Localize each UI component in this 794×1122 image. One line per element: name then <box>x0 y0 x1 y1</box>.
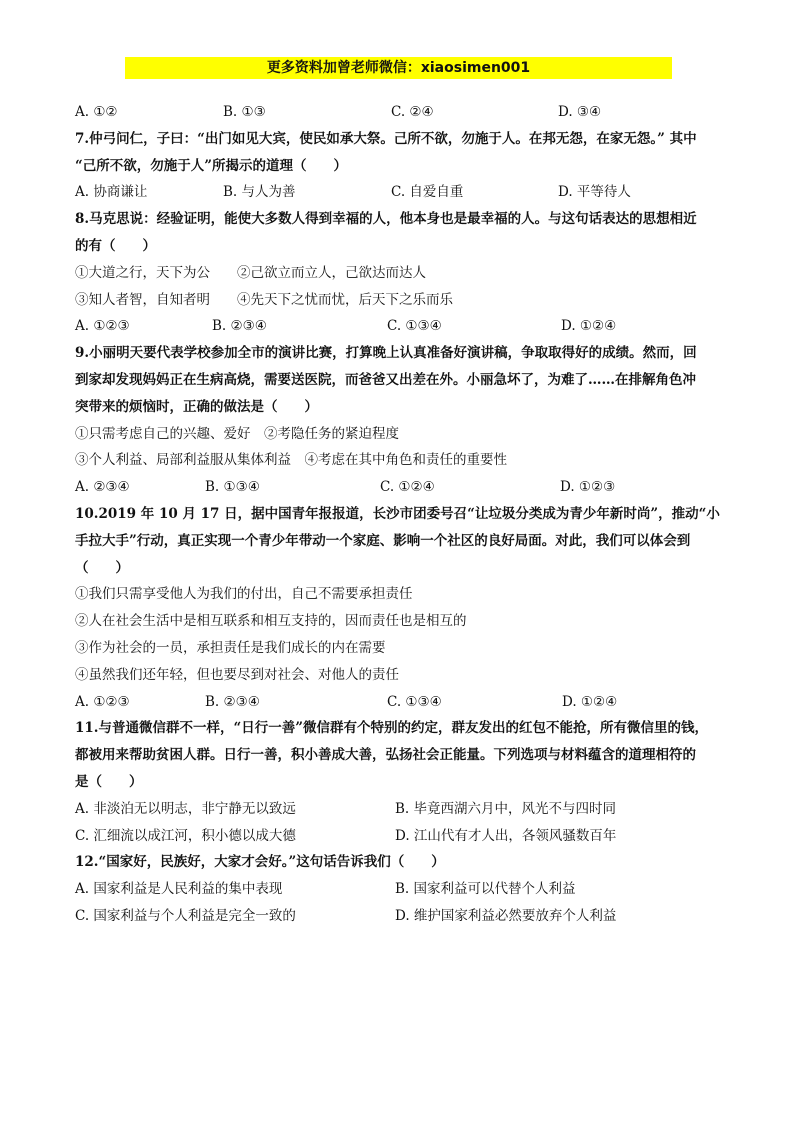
q8-item-row2: ③知人者智，自知者明 ④先天下之忧而忧，后天下之乐而乐 <box>75 291 453 308</box>
q8-option-b: B. ②③④ <box>212 318 267 335</box>
q9-option-a: A. ②③④ <box>75 479 130 496</box>
q6-options <box>75 99 725 126</box>
q8-stem-line2: 的有（ ） <box>75 237 156 254</box>
q10-item-1: ①我们只需享受他人为我们的付出，自己不需要承担责任 <box>75 586 413 603</box>
q10-option-d: D. ①②④ <box>562 693 618 710</box>
q8-option-c: C. ①③④ <box>387 318 442 335</box>
q11-stem-line2: 都被用来帮助贫困人群。日行一善，积小善成大善，弘扬社会正能量。下列选项与材料蕴含的道理相符的 <box>75 747 696 764</box>
q8-options <box>75 313 725 340</box>
q10-options <box>75 689 725 716</box>
question-list <box>75 99 725 930</box>
q12-option-a: A. 国家利益是人民利益的集中表现 <box>75 881 283 898</box>
q11-option-b: B. 毕竟西湖六月中，风光不与四时同 <box>395 800 617 817</box>
q11-stem-line3: 是（ ） <box>75 773 143 790</box>
q10-stem-line2: 手拉大手”行动，真正实现一个青少年带动一个家庭、影响一个社区的良好局面。对此，我们可以体会到 <box>75 532 691 549</box>
q7-options <box>75 179 725 206</box>
q8-option-a: A. ①②③ <box>75 318 130 335</box>
q11-option-d: D. 江山代有才人出，各领风骚数百年 <box>395 827 617 844</box>
q12-options-row2 <box>75 903 725 930</box>
q9-option-b: B. ①③④ <box>205 479 260 496</box>
q10-item-2: ②人在社会生活中是相互联系和相互支持的，因而责任也是相互的 <box>75 613 467 630</box>
q10-stem-line1: 10.2019 年 10 月 17 日，据中国青年报报道，长沙市团委号召“让垃圾分类成为青少年新时尚”，推动“小 <box>75 505 720 522</box>
q7-stem-line2: “己所不欲，勿施于人”所揭示的道理（ ） <box>75 157 348 174</box>
q12-options-row1 <box>75 876 725 903</box>
q6-option-c: C. ②④ <box>391 104 434 120</box>
q8-item-row1: ①大道之行，天下为公 ②己欲立而立人，己欲达而达人 <box>75 264 426 281</box>
q7-stem-line1: 7.仲弓问仁，子曰：“出门如见大宾，使民如承大祭。己所不欲，勿施于人。在邦无怨，在家无怨。” 其中 <box>75 130 697 147</box>
q10-item-3: ③作为社会的一员，承担责任是我们成长的内在需要 <box>75 639 386 656</box>
q7-option-c: C. 自爱自重 <box>391 184 464 201</box>
q9-option-d: D. ①②③ <box>560 479 616 496</box>
q6-option-d: D. ③④ <box>558 104 602 120</box>
q10-option-b: B. ②③④ <box>205 693 260 710</box>
q7-option-b: B. 与人为善 <box>223 184 296 201</box>
q10-item-4: ④虽然我们还年轻，但也要尽到对社会、对他人的责任 <box>75 666 399 683</box>
q9-stem-line3: 突带来的烦恼时，正确的做法是（ ） <box>75 398 318 415</box>
q10-option-a: A. ①②③ <box>75 693 130 710</box>
q7-option-a: A. 协商谦让 <box>75 184 148 201</box>
q11-stem-line1: 11.与普通微信群不一样，“日行一善”微信群有个特别的约定，群友发出的红包不能抢，所有微信里的钱， <box>75 720 709 737</box>
q10-option-c: C. ①③④ <box>387 693 442 710</box>
q7-option-d: D. 平等待人 <box>558 184 631 201</box>
q12-option-b: B. 国家利益可以代替个人利益 <box>395 881 576 898</box>
q8-option-d: D. ①②④ <box>561 318 617 335</box>
q12-option-d: D. 维护国家利益必然要放弃个人利益 <box>395 907 617 924</box>
q6-option-b: B. ①③ <box>223 104 266 120</box>
q10-stem-line3: （ ） <box>75 559 129 576</box>
contact-banner: 更多资料加曾老师微信：xiaosimen001 <box>125 57 672 79</box>
q11-options-row2 <box>75 823 725 850</box>
q12-option-c: C. 国家利益与个人利益是完全一致的 <box>75 907 296 924</box>
q9-stem-line2: 到家却发现妈妈正在生病高烧，需要送医院，而爸爸又出差在外。小丽急坏了，为难了……在排解角色冲 <box>75 371 696 388</box>
q12-stem: 12.“国家好，民族好，大家才会好。”这句话告诉我们（ ） <box>75 854 445 871</box>
q11-option-c: C. 汇细流以成江河，积小德以成大德 <box>75 827 296 844</box>
q11-options-row1 <box>75 796 725 823</box>
q9-item-row1: ①只需考虑自己的兴趣、爱好 ②考隐任务的紧迫程度 <box>75 425 399 442</box>
q8-stem-line1: 8.马克思说：经验证明，能使大多数人得到幸福的人，他本身也是最幸福的人。与这句话表达的思想相近 <box>75 211 697 228</box>
q9-options <box>75 474 725 501</box>
q9-stem-line1: 9.小丽明天要代表学校参加全市的演讲比赛，打算晚上认真准备好演讲稿，争取取得好的成绩。然而，回 <box>75 345 697 362</box>
q11-option-a: A. 非淡泊无以明志，非宁静无以致远 <box>75 800 296 817</box>
q9-item-row2: ③个人利益、局部利益服从集体利益 ④考虑在其中角色和责任的重要性 <box>75 452 507 469</box>
q6-option-a: A. ①② <box>75 104 118 120</box>
q9-option-c: C. ①②④ <box>380 479 435 496</box>
